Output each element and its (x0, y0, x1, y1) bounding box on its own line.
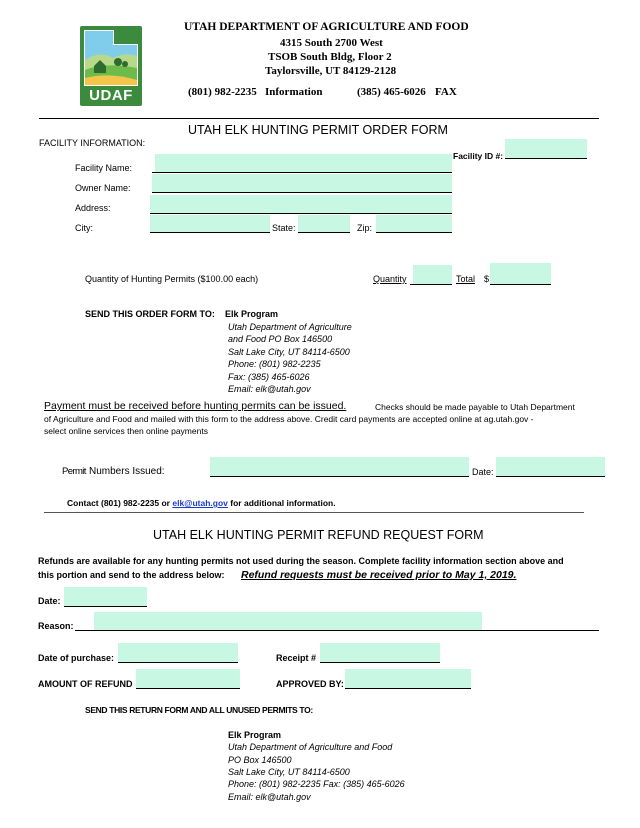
receipt-input[interactable] (320, 643, 440, 663)
contact-line (67, 498, 336, 508)
approved-label: APPROVED BY: (276, 679, 344, 689)
address-building: TSOB South Bldg, Floor 2 (268, 51, 392, 63)
state-line (298, 232, 350, 233)
order-recipient-email: Email: elk@utah.gov (228, 384, 311, 394)
numbers-issued-label: Numbers Issued: (89, 466, 165, 477)
payment-text: select online services then online payments (44, 426, 208, 436)
fax-number: (385) 465-6026 (357, 86, 426, 98)
state-input[interactable] (298, 215, 350, 233)
order-form-title: UTAH ELK HUNTING PERMIT ORDER FORM (188, 123, 448, 137)
permit-word: Permit (62, 466, 86, 477)
refund-intro: this portion and send to the address below: (38, 570, 225, 580)
approved-line (345, 688, 471, 689)
order-recipient-line: and Food PO Box 146500 (228, 334, 333, 344)
amount-label: AMOUNT OF REFUND (38, 679, 133, 689)
total-line (490, 284, 551, 285)
refund-date-label: Date: (38, 596, 61, 606)
info-label: Information (265, 86, 323, 98)
payment-text: Checks should be made payable to Utah Department (375, 402, 575, 412)
total-input[interactable] (490, 263, 551, 285)
refund-recipient-line: Salt Lake City, UT 84114-6500 (228, 767, 350, 777)
refund-form-title: UTAH ELK HUNTING PERMIT REFUND REQUEST FORM (153, 528, 484, 542)
facility-id-input[interactable] (505, 139, 587, 159)
state-label: State: (272, 223, 296, 233)
owner-name-line (152, 192, 452, 193)
address-label: Address: (75, 203, 111, 213)
contact-prefix: Contact (801) 982-2235 or (67, 498, 170, 508)
reason-input[interactable] (94, 612, 482, 631)
facility-name-label: Facility Name: (75, 163, 133, 173)
send-order-label: SEND THIS ORDER FORM TO: (85, 309, 215, 319)
numbers-issued-input[interactable] (210, 457, 469, 477)
refund-recipient-line: PO Box 146500 (228, 755, 292, 765)
city-line (150, 232, 270, 233)
owner-name-input[interactable] (152, 174, 452, 193)
payment-heading: Payment must be received before hunting permits can be issued. (44, 400, 347, 412)
receipt-line (320, 662, 440, 663)
receipt-label: Receipt # (276, 653, 317, 663)
refund-deadline: Refund requests must be received prior to May 1, 2019. (241, 569, 517, 581)
quantity-input[interactable] (413, 265, 452, 285)
facility-name-input[interactable] (155, 154, 452, 173)
refund-recipient-email: Email: elk@utah.gov (228, 792, 311, 802)
numbers-issued-line (210, 476, 469, 477)
refund-intro: Refunds are available for any hunting permits not used during the season. Complete facility information section above and (38, 556, 564, 566)
order-recipient-line: Phone: (801) 982-2235 (228, 359, 321, 369)
facility-info-label: FACILITY INFORMATION: (39, 138, 146, 148)
payment-text: of Agriculture and Food and mailed with this form to the address above. Credit card payments are accepted online at ag.utah.gov - (44, 414, 534, 424)
department-name: UTAH DEPARTMENT OF AGRICULTURE AND FOOD (184, 21, 469, 33)
header-divider (39, 118, 599, 119)
city-label: City: (75, 223, 93, 233)
contact-email-link[interactable]: elk@utah.gov (172, 498, 228, 508)
facility-id-line (505, 158, 587, 159)
address-line (150, 213, 452, 214)
contact-suffix: for additional information. (230, 498, 336, 508)
send-return-label: SEND THIS RETURN FORM AND ALL UNUSED PERMITS TO: (85, 705, 313, 715)
purchase-date-line (118, 662, 238, 663)
city-input[interactable] (150, 215, 270, 233)
udaf-logo (80, 26, 142, 106)
refund-recipient-name: Elk Program (228, 730, 282, 740)
refund-date-line (64, 606, 147, 607)
logo-text: UDAF (89, 87, 133, 104)
reason-line (75, 630, 599, 631)
amount-line (136, 688, 240, 689)
refund-recipient-line: Phone: (801) 982-2235 Fax: (385) 465-6026 (228, 779, 405, 789)
refund-recipient-line: Utah Department of Agriculture and Food (228, 742, 393, 752)
issued-date-input[interactable] (496, 457, 605, 477)
facility-name-line (152, 172, 452, 173)
owner-name-label: Owner Name: (75, 183, 131, 193)
purchase-date-label: Date of purchase: (38, 653, 115, 663)
address-input[interactable] (150, 195, 452, 214)
issued-date-line (496, 476, 605, 477)
quantity-line (410, 284, 452, 285)
dollar-sign: $ (484, 274, 490, 284)
address-street: 4315 South 2700 West (280, 37, 383, 49)
address-city: Taylorsville, UT 84129-2128 (265, 65, 397, 77)
order-recipient-line: Salt Lake City, UT 84114-6500 (228, 347, 350, 357)
refund-date-input[interactable] (64, 587, 147, 607)
zip-label: Zip: (357, 223, 373, 233)
approved-input[interactable] (345, 669, 471, 689)
quantity-label: Quantity (373, 274, 407, 284)
facility-id-label: Facility ID #: (453, 151, 504, 161)
info-phone: (801) 982-2235 (188, 86, 257, 98)
zip-line (376, 232, 452, 233)
total-label: Total (456, 274, 476, 284)
order-recipient-line: Utah Department of Agriculture (228, 322, 352, 332)
fax-label: FAX (435, 86, 457, 98)
order-recipient-line: Fax: (385) 465-6026 (228, 372, 310, 382)
reason-label: Reason: (38, 621, 74, 631)
quantity-description: Quantity of Hunting Permits ($100.00 each) (85, 274, 259, 284)
order-recipient-name: Elk Program (225, 309, 279, 319)
issued-date-label: Date: (472, 467, 494, 477)
amount-input[interactable] (136, 669, 240, 689)
zip-input[interactable] (376, 215, 452, 233)
section-divider (44, 512, 584, 513)
purchase-date-input[interactable] (118, 643, 238, 663)
